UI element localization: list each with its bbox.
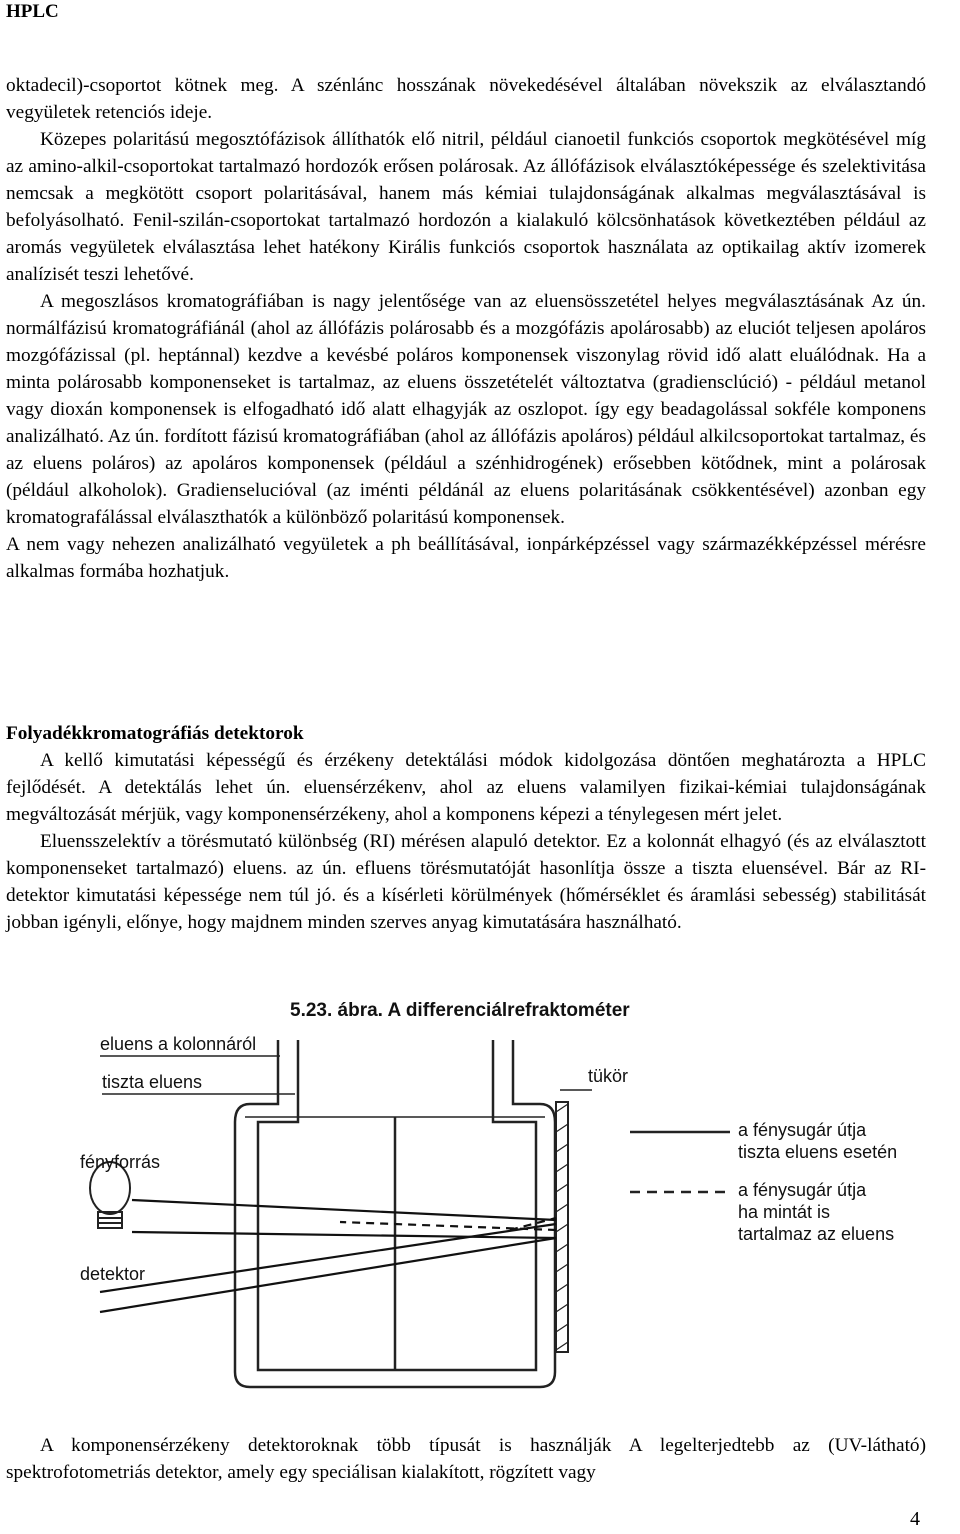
legend-beam-pure-1: a fénysugár útja [738,1120,867,1140]
section-heading: Folyadékkromatográfiás detektorok [6,723,304,744]
refractometer-diagram [40,992,920,1412]
section-detectors [6,720,926,936]
paragraph: Közepes polaritású megosztófázisok állíthatók elő nitril, például cianoetil funkciós csoportok megkötésével míg az amino-alkil-csoportokat tartalmazó hordozók erősen polárosak. Az állófázisok elválasztóképessége és szelektivitása nemcsak a megkötött csoport polaritásával, hanem más kémiai tulajdonságának alkalmas megválasztásával is befolyásolható. Fenil-szilán-csoportokat tartalmazó hordozón a kialakuló kölcsönhatások következtében például az aromás vegyületek elválasztása lehet hatékony Királis funkciós csoportok használata az optikailag aktív izomerek analízisét teszi lehetővé. [6,129,926,285]
label-pure-eluent: tiszta eluens [102,1072,203,1092]
paragraph: Eluensszelektív a törésmutató különbség (RI) mérésen alapuló detektor. Ez a kolonnát elhagyó (és az elválasztott komponenseket tartalmazó) eluens. az ún. efluens törésmutatóját hasonlítja össze a tiszta eluensével. Bár az RI-detektor kimutatási képessége nem túl jó. és a kísérleti körülmények (hőmérséklet és áramlási sebesség) stabilitását jobban igényli, előnye, hogy majdnem minden szerves anyag kimutatására használható. [6,831,926,933]
body-text-top [6,72,926,585]
legend-beam-sample-1: a fénysugár útja [738,1180,867,1200]
light-beams [100,1200,556,1312]
paragraph: A megoszlásos kromatográfiában is nagy jelentősége van az eluensösszetétel helyes megválasztásának Az ún. normálfázisú kromatográfiánál (ahol az állófázis polárosabb és a mozgófázis apolárosabb) az eluciót teljesen apoláros mozgófázissal (pl. heptánnal) kezdve a kevésbé poláros komponensek viszonylag rövid idő alatt eluálódnak. Ha a minta polárosabb komponenseket is tartalmaz, az eluens összetételét változtatva (gradiensclúció) - például metanol vagy dioxán komponensek is elfogadható idő alatt elhagyják az oszlopot. így egy beadagolással sokféle komponens analizálható. Az ún. fordított fázisú kromatográfiában (ahol az állófázis apoláros) például alkilcsoportokat tartalmaz, és az eluens poláros) az apoláros komponensek (például a szénhidrogének) erősebben kötődnek, mint a polárosak (például alkoholok). Gradienselucióval (az iménti példánál az eluens polaritásának csökkentésével) azonban egy kromatografálással elválaszthatók a különböző polaritású komponensek. [6,291,926,528]
running-head: HPLC [6,1,59,22]
label-eluent-from-column: eluens a kolonnáról [100,1034,257,1054]
body-text-bottom [6,1432,926,1486]
legend-beam-sample-2: ha mintát is [738,1202,831,1222]
paragraph: A komponensérzékeny detektoroknak több típusát is használják A legelterjedtebb az (UV-látható) spektrofotometriás detektor, amely egy speciálisan kialakított, rögzített vagy [6,1435,926,1483]
paragraph: A kellő kimutatási képességű és érzékeny detektálási módok kidolgozása döntően meghatározta a HPLC fejlődését. A detektálás lehet ún. eluensérzékenv, ahol az eluens valamilyen fizikai-kémiai tulajdonságának megváltozását mérjük, vagy komponensérzékeny, ahol a komponens képezi a ténylegesen mért jelet. [6,750,926,825]
paragraph: oktadecil)-csoportot kötnek meg. A szénlánc hosszának növekedésével általában növekszik az elválasztandó vegyületek retenciós ideje. [6,75,926,123]
legend-beam-pure-2: tiszta eluens esetén [738,1142,898,1162]
refractometer-figure [40,992,920,1412]
mirror [556,1102,568,1352]
legend-beam-sample-3: tartalmaz az eluens [738,1224,895,1244]
label-light-source: fényforrás [80,1152,161,1172]
label-mirror: tükör [588,1066,629,1086]
page-number: 4 [910,1508,920,1530]
paragraph: A nem vagy nehezen analizálható vegyületek a ph beállításával, ionpárképzéssel vagy származékképzéssel mérésre alkalmas formába hozhatjuk. [6,534,926,582]
figure-title: 5.23. ábra. A differenciálrefraktométer [290,1000,630,1021]
label-detector: detektor [80,1264,146,1284]
